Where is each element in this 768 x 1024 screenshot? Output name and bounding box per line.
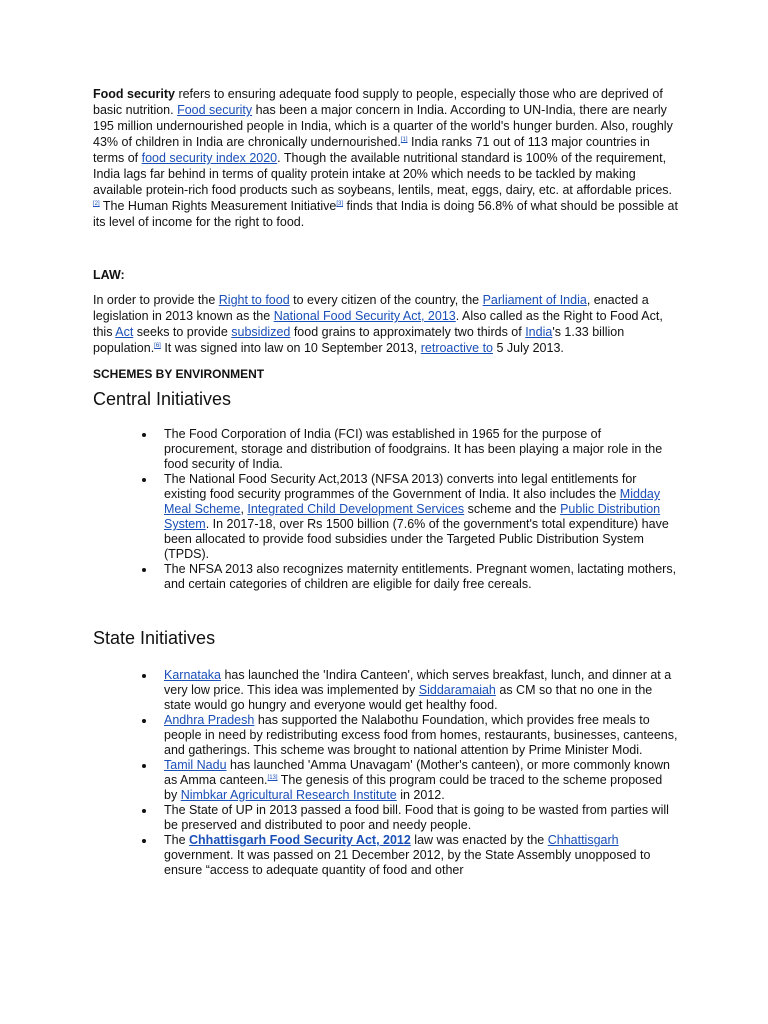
- food-security-link[interactable]: Food security: [177, 103, 253, 117]
- tamil-nadu-link[interactable]: Tamil Nadu: [164, 758, 227, 772]
- central-initiatives-list: [93, 427, 678, 592]
- midday-meal-scheme-link[interactable]: Midday Meal Scheme: [164, 487, 661, 516]
- item-text: has supported the Nalabothu Foundation, which provides free meals to people in need by redistributing excess food from homes, restaurants, businesses, canteens, and gatherings. This scheme was brought to national attention by Prime Minister Modi.: [164, 713, 678, 757]
- intro-bold-term: Food security: [93, 87, 175, 101]
- intro-paragraph: [93, 86, 678, 230]
- india-link[interactable]: India: [525, 325, 553, 339]
- central-initiatives-heading: Central Initiatives: [93, 389, 232, 409]
- act-link[interactable]: Act: [115, 325, 134, 339]
- subsidized-link[interactable]: subsidized: [231, 325, 291, 339]
- list-item: [164, 668, 678, 713]
- list-item: [164, 803, 678, 833]
- list-item: [164, 472, 678, 562]
- karnataka-link[interactable]: Karnataka: [164, 668, 221, 682]
- list-item: [164, 427, 678, 472]
- item-text: ,: [240, 502, 248, 516]
- law-text: 's 1.33 billion population.: [93, 325, 625, 355]
- item-text: The Food Corporation of India (FCI) was established in 1965 for the purpose of procurement, storage and distribution of foodgrains. It has been playing a major role in the food security of India.: [164, 427, 663, 471]
- state-initiatives-list: [93, 668, 678, 878]
- law-text: In order to provide the: [93, 293, 219, 307]
- reference-link[interactable]: [13]: [267, 775, 278, 781]
- law-paragraph: [93, 292, 678, 356]
- law-text: , enacted a legislation in 2013 known as the: [93, 293, 649, 323]
- list-item: [164, 833, 678, 878]
- siddaramaiah-link[interactable]: Siddaramaiah: [418, 683, 496, 697]
- intro-text: . Though the available nutritional standard is 100% of the requirement, India lags far behind in terms of quality protein intake at 20% which needs to be tackled by making available protein-rich food products such as soybeans, lentils, meat, eggs, dairy, etc. at affordable prices.: [93, 151, 673, 197]
- law-text: seeks to provide: [133, 325, 232, 339]
- list-item: [164, 713, 678, 758]
- item-text: The: [164, 833, 190, 847]
- reference-link[interactable]: [2]: [93, 201, 100, 207]
- item-text: has launched 'Amma Unavagam' (Mother's canteen), or more commonly known as Amma canteen.: [164, 758, 670, 787]
- law-text: to every citizen of the country, the: [289, 293, 483, 307]
- document-page: [93, 86, 678, 878]
- law-text: It was signed into law on 10 September 2013,: [160, 341, 421, 355]
- item-text: The State of UP in 2013 passed a food bill. Food that is going to be wasted from parties will be preserved and distributed to poor and needy people.: [164, 803, 669, 832]
- item-text: government. It was passed on 21 December 2012, by the State Assembly unopposed to ensure “access to adequate quantity of food and other: [164, 848, 651, 877]
- chhattisgarh-food-security-act-link[interactable]: Chhattisgarh Food Security Act, 2012: [189, 833, 411, 847]
- reference-link[interactable]: [6]: [154, 343, 161, 349]
- law-heading: LAW:: [93, 268, 125, 282]
- item-text: in 2012.: [396, 788, 445, 802]
- law-text: 5 July 2013.: [493, 341, 564, 355]
- list-item: [164, 758, 678, 803]
- item-text: The genesis of this program could be traced to the scheme proposed by: [164, 773, 663, 802]
- chhattisgarh-link[interactable]: Chhattisgarh: [547, 833, 619, 847]
- item-text: has launched the 'Indira Canteen', which serves breakfast, lunch, and dinner at a very low price. This idea was implemented by: [164, 668, 672, 697]
- item-text: The National Food Security Act,2013 (NFSA 2013) converts into legal entitlements for existing food security programmes of the Government of India. It also includes the: [164, 472, 637, 501]
- item-text: The NFSA 2013 also recognizes maternity entitlements. Pregnant women, lactating mothers, and certain categories of children are eligible for daily free cereals.: [164, 562, 677, 591]
- item-text: law was enacted by the: [410, 833, 548, 847]
- nfsa-2013-link[interactable]: National Food Security Act, 2013: [273, 309, 456, 323]
- intro-text: refers to ensuring adequate food supply to people, especially those who are deprived of basic nutrition.: [93, 87, 663, 117]
- reference-link[interactable]: [3]: [336, 201, 344, 207]
- food-security-index-link[interactable]: food security index 2020: [141, 151, 278, 165]
- intro-text: has been a major concern in India. According to UN-India, there are nearly 195 million undernourished people in India, which is a quarter of the world's hunger burden. Also, roughly 43% of children in India are chronically undernourished.: [93, 103, 673, 149]
- item-text: . In 2017-18, over Rs 1500 billion (7.6% of the government's total expenditure) have been allocated to provide food subsidies under the Targeted Public Distribution System (TPDS).: [164, 517, 669, 561]
- retroactive-link[interactable]: retroactive to: [420, 341, 493, 355]
- item-text: scheme and the: [464, 502, 561, 516]
- item-text: as CM so that no one in the state would go hungry and everyone would get healthy food.: [164, 683, 653, 712]
- law-text: . Also called as the Right to Food Act, this: [93, 309, 663, 339]
- nimbkar-institute-link[interactable]: Nimbkar Agricultural Research Institute: [180, 788, 397, 802]
- schemes-heading: SCHEMES BY ENVIRONMENT: [93, 367, 265, 381]
- reference-link[interactable]: [1]: [400, 137, 408, 143]
- intro-text: India ranks 71 out of 113 major countries in terms of: [93, 135, 650, 165]
- law-text: food grains to approximately two thirds of: [290, 325, 526, 339]
- intro-text: The Human Rights Measurement Initiative: [99, 199, 337, 213]
- parliament-of-india-link[interactable]: Parliament of India: [482, 293, 587, 307]
- icds-link[interactable]: Integrated Child Development Services: [247, 502, 465, 516]
- andhra-pradesh-link[interactable]: Andhra Pradesh: [164, 713, 255, 727]
- intro-text: finds that India is doing 56.8% of what should be possible at its level of income for the right to food.: [93, 199, 678, 229]
- right-to-food-link[interactable]: Right to food: [218, 293, 290, 307]
- list-item: [164, 562, 678, 592]
- state-initiatives-heading: State Initiatives: [93, 628, 216, 648]
- public-distribution-system-link[interactable]: Public Distribution System: [164, 502, 661, 531]
